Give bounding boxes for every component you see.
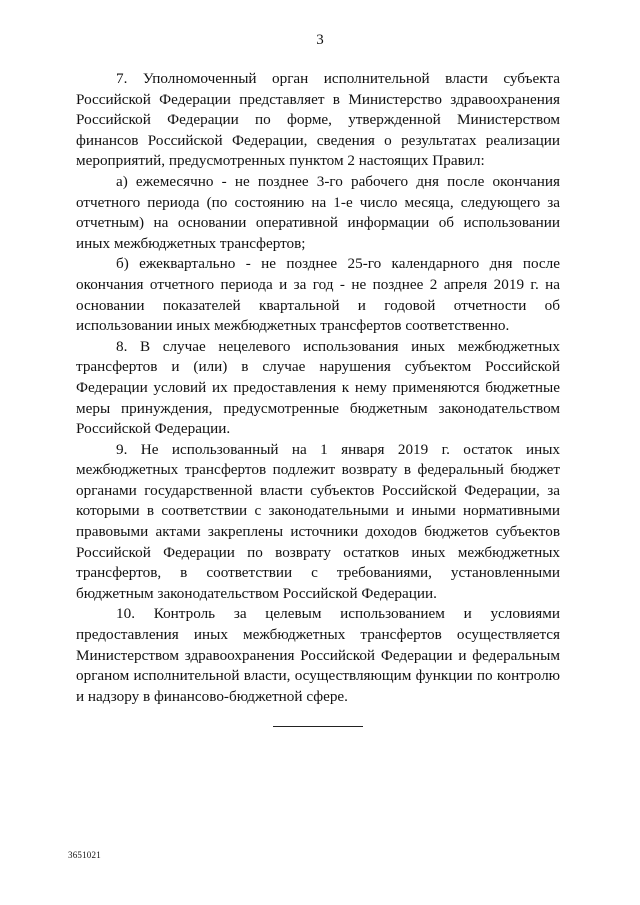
- paragraph-7b: б) ежеквартально - не позднее 25-го календарного дня после окончания отчетного периода и за год - не позднее 2 апреля 2019 г. на основании показателей квартальной и годовой отчетности об использовании иных межбюджетных трансфертов соответственно.: [76, 255, 560, 335]
- paragraph-9: 9. Не использованный на 1 января 2019 г. остаток иных межбюджетных трансфертов подлежит возврату в федеральный бюджет органами государственной власти субъектов Российской Федерации, за которыми в соответствии с законодательными и иными нормативными правовыми актами закреплены источники доходов бюджетов субъектов Российской Федерации по возврату остатков иных межбюджетных трансфертов, в соответствии с требованиями, установленными бюджетным законодательством Российской Федерации.: [76, 440, 560, 602]
- document-body: [76, 69, 560, 707]
- end-separator-line: [273, 726, 363, 727]
- paragraph-7: 7. Уполномоченный орган исполнительной власти субъекта Российской Федерации представляет в Министерство здравоохранения Российской Федерации по форме, утвержденной Министерством финансов Российской Федерации, сведения о результатах реализации мероприятий, предусмотренных пунктом 2 настоящих Правил:: [76, 70, 560, 170]
- paragraph-7a: а) ежемесячно - не позднее 3-го рабочего дня после окончания отчетного периода (по состоянию на 1-е число месяца, следующего за отчетным) на основании оперативной информации об использовании иных межбюджетных трансфертов;: [76, 172, 560, 252]
- paragraph-8: 8. В случае нецелевого использования иных межбюджетных трансфертов и (или) в случае нарушения субъектом Российской Федерации условий их предоставления к нему применяются бюджетные меры принуждения, предусмотренные бюджетным законодательством Российской Федерации.: [76, 337, 560, 438]
- paragraph-10: 10. Контроль за целевым использованием и условиями предоставления иных межбюджетных трансфертов осуществляется Министерством здравоохранения Российской Федерации и федеральным органом исполнительной власти, осуществляющим функции по контролю и надзору в финансово-бюджетной сфере.: [76, 605, 560, 705]
- document-code: 3651021: [68, 850, 101, 860]
- page-number: 3: [316, 32, 324, 48]
